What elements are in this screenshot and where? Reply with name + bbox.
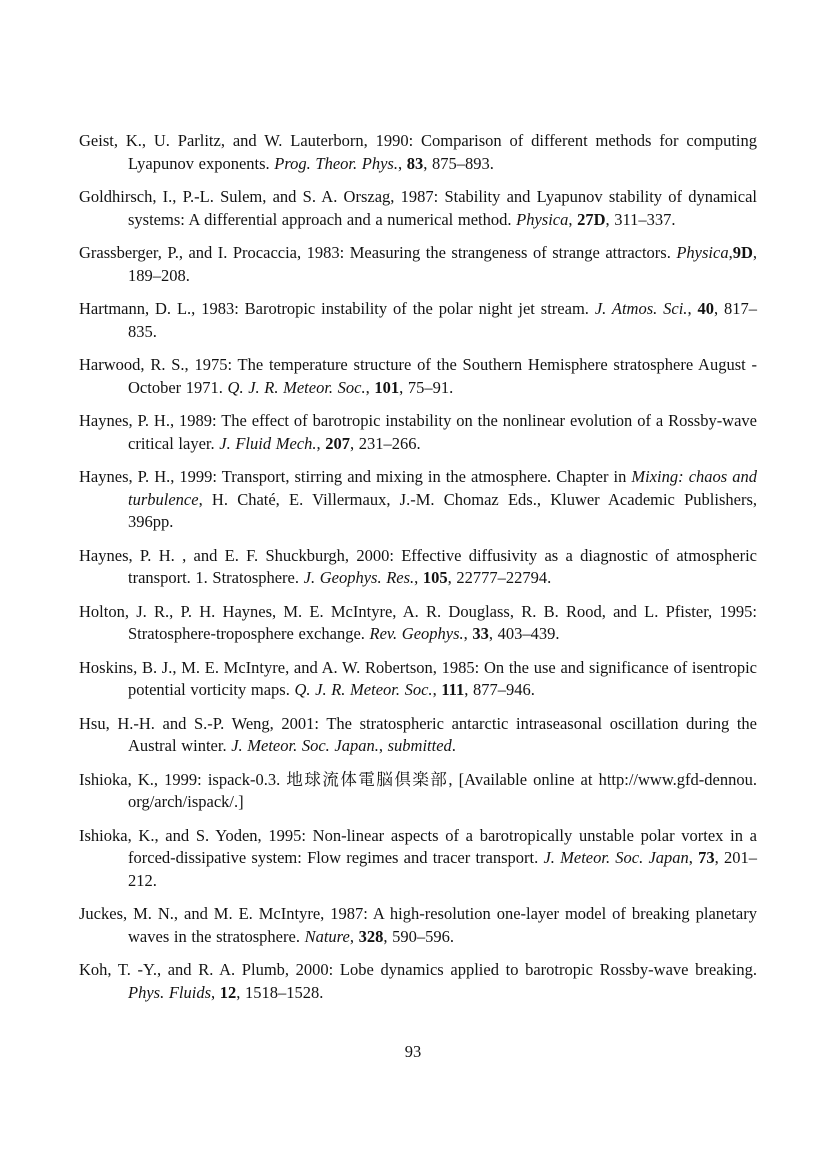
reference-text-segment: , xyxy=(365,377,375,397)
reference-text-segment: , xyxy=(463,624,473,643)
page-number: 93 xyxy=(404,1042,422,1061)
reference-text-segment: , xyxy=(432,680,442,699)
reference-text-segment: , xyxy=(414,568,423,587)
reference-text-segment: Grassberger, P., and I. Procaccia, 1983: Measuring the strangeness of strange attractors. xyxy=(79,243,677,262)
reference-text-segment: Ishioka, K., and S. Yoden, 1995: Non-linear aspects of a barotropically unstable polar vortex in a forced-dissipative system: Flow regimes and tracer transport. xyxy=(79,825,757,867)
reference-text-segment: 9D xyxy=(732,243,753,262)
reference-text-segment: Hartmann, D. L., 1983: Barotropic instability of the polar night jet stream. xyxy=(79,299,595,318)
reference-text-segment: Physica xyxy=(516,209,569,229)
reference-text-segment: , 590–596. xyxy=(383,926,454,946)
reference-text-segment: Goldhirsch, I., P.-L. Sulem, and S. A. Orszag, 1987: Stability and Lyapunov stability of dynamical systems: A differential approach and a numerical method. xyxy=(79,187,757,229)
reference-entry xyxy=(79,466,757,534)
reference-text-segment: 328 xyxy=(358,926,384,946)
reference-entry xyxy=(79,769,757,814)
reference-entry xyxy=(79,903,757,948)
reference-text-segment: 207 xyxy=(325,433,350,453)
reference-entry xyxy=(79,545,757,590)
reference-text-segment: , H. Chaté, E. Villermaux, J.-M. Chomaz Eds., Kluwer Academic Publishers, 396pp. xyxy=(128,489,757,531)
reference-entry xyxy=(79,657,757,702)
reference-text-segment: 101 xyxy=(374,377,400,397)
reference-entry xyxy=(79,242,757,287)
reference-text-segment: Mixing: chaos and turbulence xyxy=(128,467,757,509)
reference-text-segment: submitted xyxy=(387,736,452,755)
reference-text-segment: 40 xyxy=(697,299,714,318)
reference-text-segment: Haynes, P. H., 1989: The effect of barotropic instability on the nonlinear evolution of a Rossby-wave critical layer. xyxy=(79,411,757,453)
reference-text-segment: Phys. Fluids xyxy=(128,982,211,1002)
reference-text-segment: Holton, J. R., P. H. Haynes, M. E. McIntyre, A. R. Douglass, R. B. Rood, and L. Pfister, 1995: Stratosphere-troposphere exchange. xyxy=(79,601,757,643)
reference-text-segment: Physica xyxy=(676,243,729,262)
reference-text-segment: 111 xyxy=(441,680,465,699)
reference-text-segment: , 1518–1528. xyxy=(236,982,324,1002)
reference-text-segment: 105 xyxy=(422,568,448,587)
reference-text-segment: . xyxy=(451,736,456,755)
reference-text-segment: , 75–91. xyxy=(399,377,454,397)
reference-text-segment: , xyxy=(316,433,326,453)
reference-text-segment: , 817–835. xyxy=(128,299,757,341)
reference-text-segment: J. Meteor. Soc. Japan xyxy=(543,848,689,867)
reference-text-segment: Q. J. R. Meteor. Soc. xyxy=(294,680,433,699)
reference-text-segment: J. Atmos. Sci. xyxy=(594,299,688,318)
reference-entry xyxy=(79,186,757,231)
reference-text-segment: Rev. Geophys. xyxy=(369,624,464,643)
reference-text-segment: , xyxy=(688,848,699,867)
reference-entry xyxy=(79,825,757,893)
reference-text-segment: Hoskins, B. J., M. E. McIntyre, and A. W. Robertson, 1985: On the use and significance of isentropic potential vorticity maps. xyxy=(79,657,757,699)
reference-text-segment: , 875–893. xyxy=(423,153,494,173)
reference-text-segment: , 311–337. xyxy=(605,209,676,229)
reference-text-segment: Hsu, H.-H. and S.-P. Weng, 2001: The stratospheric antarctic intraseasonal oscillation during the Austral winter. xyxy=(79,713,757,755)
reference-text-segment: , xyxy=(378,736,388,755)
reference-text-segment: Juckes, M. N., and M. E. McIntyre, 1987: A high-resolution one-layer model of breaking planetary waves in the stratosphere. xyxy=(79,904,757,946)
reference-entry xyxy=(79,410,757,455)
reference-text-segment: , xyxy=(687,299,698,318)
reference-text-segment: Harwood, R. S., 1975: The temperature structure of the Southern Hemisphere stratosphere August - October 1971. xyxy=(79,355,757,397)
reference-text-segment: Geist, K., U. Parlitz, and W. Lauterborn, 1990: Comparison of different methods for computing Lyapunov exponents. xyxy=(79,131,757,173)
reference-text-segment: , xyxy=(211,982,220,1002)
reference-entry xyxy=(79,959,757,1004)
reference-entry xyxy=(79,713,757,758)
reference-text-segment: J. Meteor. Soc. Japan. xyxy=(231,736,379,755)
reference-text-segment: 12 xyxy=(219,982,237,1002)
reference-entry xyxy=(79,354,757,399)
reference-text-segment: , 877–946. xyxy=(464,680,535,699)
reference-text-segment: J. Fluid Mech. xyxy=(219,433,317,453)
page-footer xyxy=(0,1041,826,1064)
reference-text-segment: Q. J. R. Meteor. Soc. xyxy=(227,377,366,397)
reference-text-segment: 83 xyxy=(406,153,424,173)
reference-list xyxy=(79,130,757,1015)
reference-text-segment: , 189–208. xyxy=(128,243,757,285)
reference-text-segment: 27D xyxy=(577,209,606,229)
reference-text-segment: , xyxy=(728,243,733,262)
reference-text-segment: Prog. Theor. Phys. xyxy=(274,153,398,173)
reference-text-segment: , xyxy=(397,153,407,173)
reference-text-segment: , 201–212. xyxy=(128,848,758,890)
reference-text-segment: J. Geophys. Res. xyxy=(303,568,415,587)
reference-text-segment: 73 xyxy=(698,848,715,867)
reference-text-segment: , 231–266. xyxy=(349,433,421,453)
reference-text-segment: Nature xyxy=(304,926,350,946)
reference-text-segment: , 403–439. xyxy=(488,624,560,643)
reference-text-segment: Haynes, P. H. , and E. F. Shuckburgh, 2000: Effective diffusivity as a diagnostic of atmospheric transport. 1. Stratosphere. xyxy=(79,545,757,587)
reference-text-segment: Haynes, P. H., 1999: Transport, stirring and mixing in the atmosphere. Chapter in xyxy=(79,467,632,486)
reference-entry xyxy=(79,130,757,175)
reference-entry xyxy=(79,298,757,343)
reference-text-segment: , xyxy=(349,926,359,946)
reference-text-segment: Ishioka, K., 1999: ispack-0.3. 地球流体電脳倶楽部, [Available online at http://www.gfd-dennou.​org/arch/ispack/.] xyxy=(79,769,757,811)
reference-text-segment: , xyxy=(568,209,578,229)
reference-text-segment: Koh, T. -Y., and R. A. Plumb, 2000: Lobe dynamics applied to barotropic Rossby-wave breaking. xyxy=(79,960,757,979)
reference-text-segment: , 22777–22794. xyxy=(447,568,552,587)
reference-text-segment: 33 xyxy=(472,624,489,643)
reference-entry xyxy=(79,601,757,646)
